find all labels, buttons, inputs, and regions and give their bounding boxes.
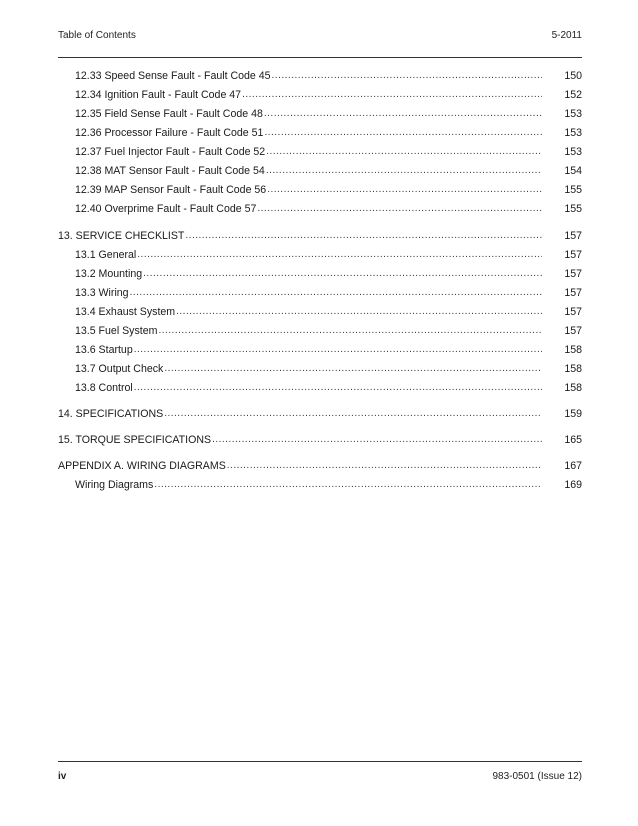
- header-section-title: Table of Contents: [58, 30, 136, 41]
- toc-entry-page: 157: [564, 306, 582, 318]
- toc-entry-page: 155: [564, 184, 582, 196]
- toc-entry[interactable]: [58, 159, 582, 178]
- toc-dot-leader: [272, 69, 542, 83]
- header-rule: [58, 57, 582, 58]
- toc-entry-page: 165: [564, 434, 582, 446]
- toc-entry-page: 158: [564, 344, 582, 356]
- toc-dot-leader: [266, 145, 542, 159]
- toc-entry-page: 153: [564, 108, 582, 120]
- document-number: 983-0501 (Issue 12): [492, 771, 582, 782]
- toc-entry-page: 159: [564, 408, 582, 420]
- toc-entry-title: 12.35 Field Sense Fault - Fault Code 48: [75, 108, 263, 120]
- toc-entry-page: 152: [564, 89, 582, 101]
- toc-entry-page: 169: [564, 479, 582, 491]
- toc-entry-title: 13.5 Fuel System: [75, 325, 158, 337]
- toc-entry-title: 12.36 Processor Failure - Fault Code 51: [75, 127, 264, 139]
- toc-dot-leader: [185, 229, 542, 243]
- toc-entry-title: 12.38 MAT Sensor Fault - Fault Code 54: [75, 165, 265, 177]
- toc-entry-title: 13.6 Startup: [75, 344, 133, 356]
- toc-entry-page: 157: [564, 325, 582, 337]
- toc-entry-page: 158: [564, 363, 582, 375]
- header-date: 5-2011: [551, 30, 582, 41]
- toc-entry-page: 157: [564, 287, 582, 299]
- toc-entry-title: 12.34 Ignition Fault - Fault Code 47: [75, 89, 242, 101]
- toc-entry[interactable]: [58, 243, 582, 262]
- page-header: [58, 30, 582, 46]
- toc-entry[interactable]: [58, 121, 582, 140]
- toc-entry[interactable]: [58, 357, 582, 376]
- toc-dot-leader: [267, 183, 542, 197]
- toc-dot-leader: [264, 126, 542, 140]
- footer-rule: [58, 761, 582, 762]
- toc-entry[interactable]: [58, 281, 582, 300]
- toc-dot-leader: [242, 88, 542, 102]
- toc-entry-title: 12.39 MAP Sensor Fault - Fault Code 56: [75, 184, 267, 196]
- toc-entry[interactable]: [58, 102, 582, 121]
- toc-entry-title: 12.33 Speed Sense Fault - Fault Code 45: [75, 70, 271, 82]
- toc-entry-page: 158: [564, 382, 582, 394]
- toc-dot-leader: [164, 407, 542, 421]
- table-of-contents: [58, 64, 582, 492]
- toc-entry-title: 13. SERVICE CHECKLIST: [58, 230, 185, 242]
- toc-entry[interactable]: [58, 197, 582, 216]
- toc-dot-leader: [134, 343, 542, 357]
- toc-dot-leader: [257, 202, 542, 216]
- toc-entry[interactable]: [58, 376, 582, 395]
- toc-entry[interactable]: [58, 473, 582, 492]
- toc-entry-page: 154: [564, 165, 582, 177]
- toc-entry-page: 153: [564, 146, 582, 158]
- toc-entry-title: 13.3 Wiring: [75, 287, 129, 299]
- toc-entry-title: 13.7 Output Check: [75, 363, 164, 375]
- page-number: iv: [58, 771, 67, 782]
- toc-dot-leader: [212, 433, 542, 447]
- toc-entry-title: 13.1 General: [75, 249, 137, 261]
- toc-dot-leader: [134, 381, 542, 395]
- toc-entry-page: 157: [564, 268, 582, 280]
- toc-chapter-entry[interactable]: [58, 451, 582, 473]
- toc-dot-leader: [130, 286, 542, 300]
- toc-entry-page: 153: [564, 127, 582, 139]
- toc-chapter-entry[interactable]: [58, 221, 582, 243]
- toc-entry[interactable]: [58, 178, 582, 197]
- toc-entry-title: Wiring Diagrams: [75, 479, 154, 491]
- toc-entry-title: 13.2 Mounting: [75, 268, 143, 280]
- toc-entry-page: 157: [564, 230, 582, 242]
- toc-dot-leader: [176, 305, 542, 319]
- toc-entry-title: 12.40 Overprime Fault - Fault Code 57: [75, 203, 257, 215]
- toc-dot-leader: [266, 164, 542, 178]
- toc-dot-leader: [264, 107, 542, 121]
- toc-entry-page: 167: [564, 460, 582, 472]
- toc-entry[interactable]: [58, 64, 582, 83]
- toc-entry[interactable]: [58, 319, 582, 338]
- toc-entry-title: 13.8 Control: [75, 382, 133, 394]
- toc-chapter-entry[interactable]: [58, 425, 582, 447]
- toc-entry[interactable]: [58, 262, 582, 281]
- toc-entry-page: 150: [564, 70, 582, 82]
- toc-dot-leader: [154, 478, 542, 492]
- toc-dot-leader: [137, 248, 542, 262]
- toc-entry[interactable]: [58, 140, 582, 159]
- toc-entry-title: 12.37 Fuel Injector Fault - Fault Code 52: [75, 146, 266, 158]
- toc-entry-title: 14. SPECIFICATIONS: [58, 408, 164, 420]
- toc-entry[interactable]: [58, 300, 582, 319]
- toc-dot-leader: [227, 459, 542, 473]
- toc-entry-page: 157: [564, 249, 582, 261]
- page-footer: [58, 771, 582, 787]
- toc-entry-title: 13.4 Exhaust System: [75, 306, 176, 318]
- toc-entry[interactable]: [58, 338, 582, 357]
- toc-dot-leader: [143, 267, 542, 281]
- toc-entry-title: 15. TORQUE SPECIFICATIONS: [58, 434, 212, 446]
- toc-entry-title: APPENDIX A. WIRING DIAGRAMS: [58, 460, 226, 472]
- toc-chapter-entry[interactable]: [58, 399, 582, 421]
- toc-dot-leader: [164, 362, 542, 376]
- toc-dot-leader: [158, 324, 542, 338]
- toc-entry[interactable]: [58, 83, 582, 102]
- toc-entry-page: 155: [564, 203, 582, 215]
